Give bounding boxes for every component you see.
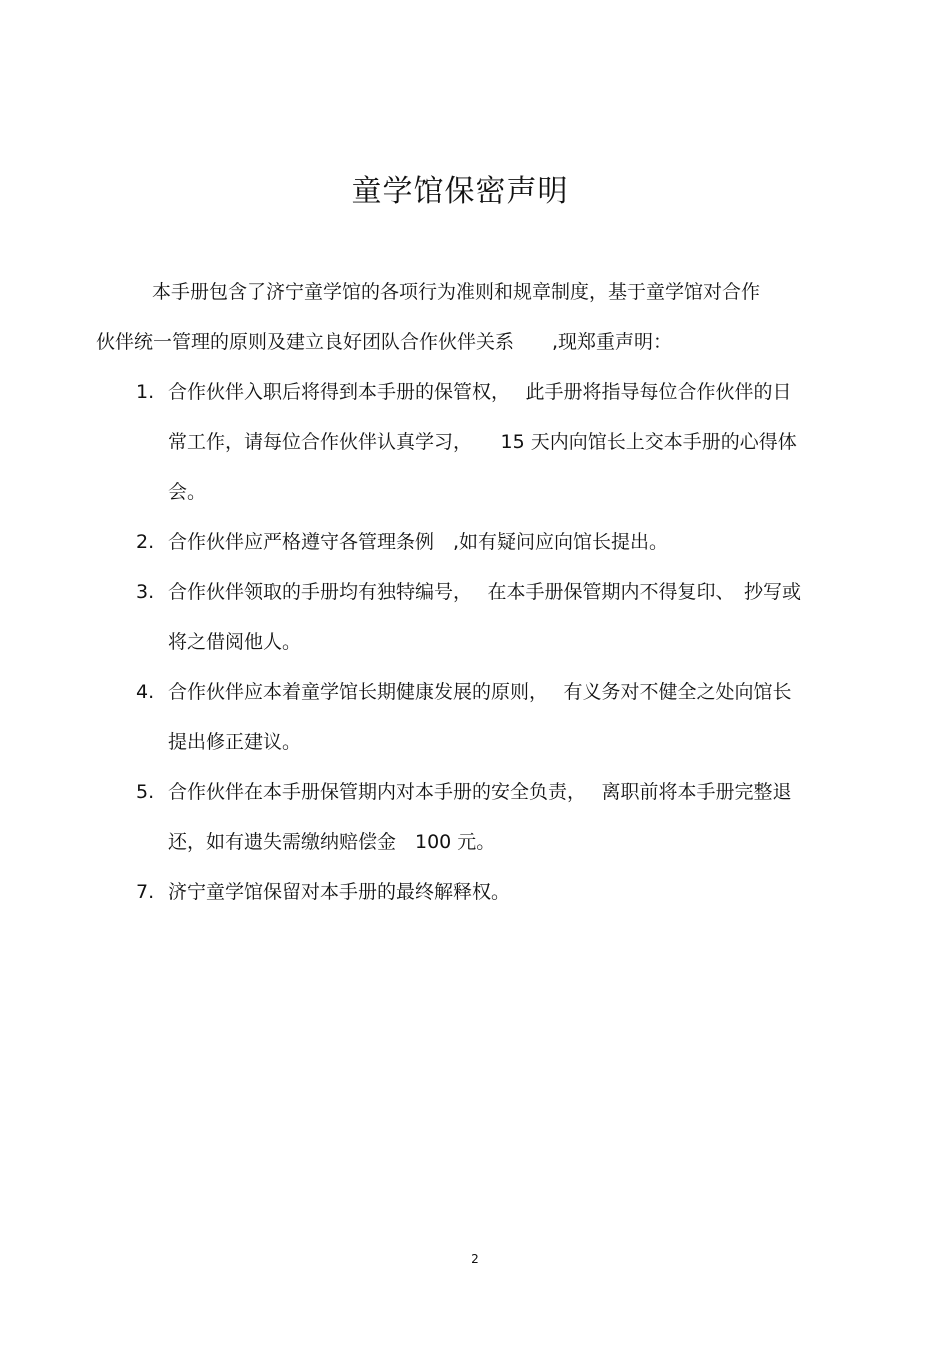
page-number: 2 bbox=[471, 1252, 479, 1266]
intro-line-1: 本手册包含了济宁童学馆的各项行为准则和规章制度，基于童学馆对合作 bbox=[152, 281, 761, 303]
list-item-text: 合作伙伴领取的手册均有独特编号， 在本手册保管期内不得复印、 抄写或 bbox=[168, 581, 802, 603]
list-item-text: 合作伙伴应严格遵守各管理条例 ,如有疑问应向馆长提出。 bbox=[168, 531, 669, 553]
list-item-text: 将之借阅他人。 bbox=[168, 631, 302, 653]
list-item-number: 4. bbox=[136, 681, 155, 703]
list-item-text: 合作伙伴应本着童学馆长期健康发展的原则， 有义务对不健全之处向馆长 bbox=[168, 681, 792, 703]
list-item-text: 济宁童学馆保留对本手册的最终解释权。 bbox=[168, 881, 511, 903]
list-item-number: 3. bbox=[136, 581, 155, 603]
list-item-text: 合作伙伴在本手册保管期内对本手册的安全负责， 离职前将本手册完整退 bbox=[168, 781, 792, 803]
list-item-number: 1. bbox=[136, 381, 155, 403]
list-item-text: 提出修正建议。 bbox=[168, 731, 302, 753]
page-title: 童学馆保密声明 bbox=[351, 174, 569, 209]
list-item-text: 常工作，请每位合作伙伴认真学习， 15 天内向馆长上交本手册的心得体 bbox=[168, 431, 797, 453]
list-item-text: 会。 bbox=[168, 481, 207, 503]
list-item-number: 5. bbox=[136, 781, 155, 803]
intro-line-2: 伙伴统一管理的原则及建立良好团队合作伙伴关系 ,现郑重声明： bbox=[96, 331, 673, 353]
list-item-text: 还，如有遗失需缴纳赔偿金 100 元。 bbox=[168, 831, 496, 853]
list-item-number: 2. bbox=[136, 531, 155, 553]
list-item-text: 合作伙伴入职后将得到本手册的保管权， 此手册将指导每位合作伙伴的日 bbox=[168, 381, 792, 403]
list-item-number: 7. bbox=[136, 881, 155, 903]
